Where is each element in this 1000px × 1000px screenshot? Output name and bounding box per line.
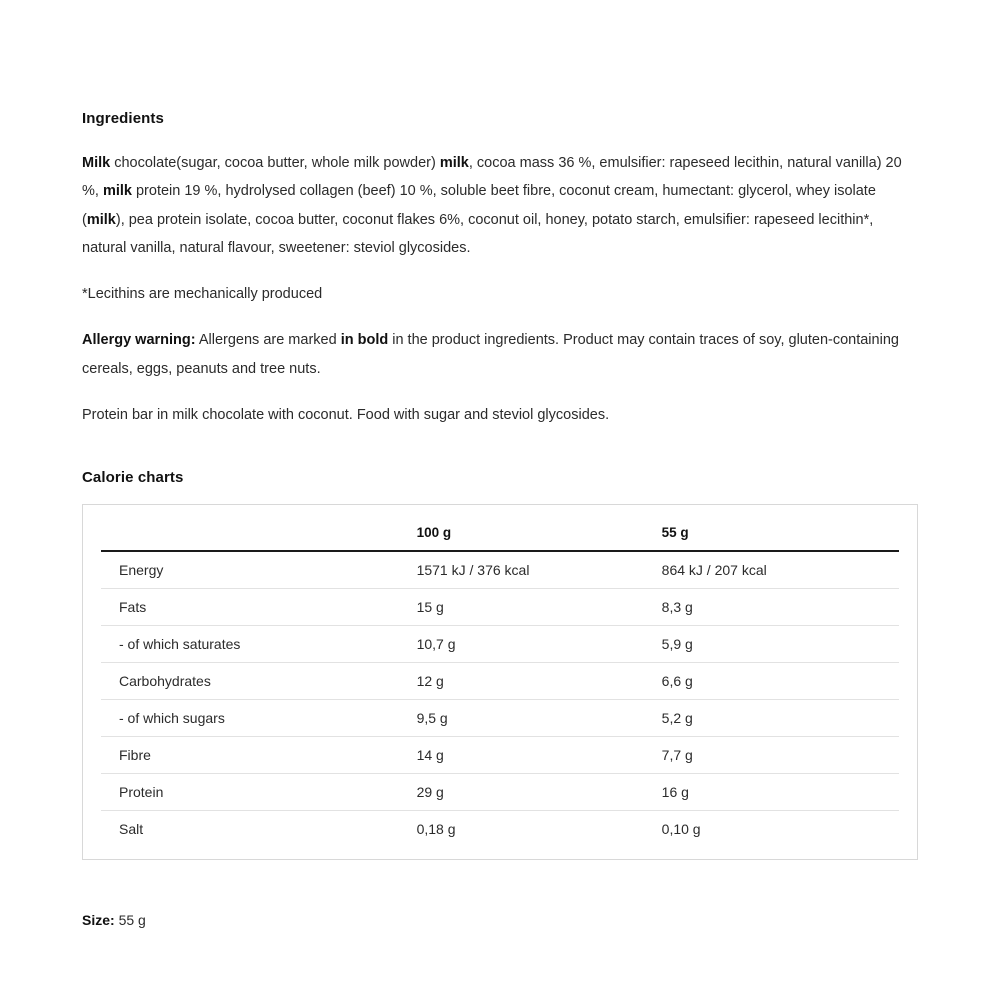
nutrient-label: Fats (101, 589, 417, 626)
nutrient-label: - of which sugars (101, 700, 417, 737)
plain-text: ), pea protein isolate, cocoa butter, coconut flakes 6%, coconut oil, honey, potato starch, emulsifier: rapeseed lecithin*, natural vanilla, natural flavour, sweetener: steviol glycosides. (82, 211, 874, 256)
nutrient-label: Energy (101, 551, 417, 589)
size-value: 55 g (118, 912, 146, 929)
nutrient-value-serving: 6,6 g (662, 663, 899, 700)
nutrient-value-100g: 15 g (417, 589, 662, 626)
emphasis-text: milk (86, 211, 116, 228)
emphasis-text: Milk (82, 155, 111, 171)
lecithin-note: *Lecithins are mechanically produced (82, 286, 323, 303)
nutrient-value-100g: 14 g (417, 737, 662, 774)
ingredients-heading: Ingredients (82, 110, 164, 127)
nutrient-value-100g: 12 g (417, 663, 662, 700)
table-row (101, 589, 899, 626)
table-row (101, 737, 899, 774)
nutrient-label: Carbohydrates (101, 663, 417, 700)
column-header-100g: 100 g (417, 519, 662, 551)
allergy-warning (82, 326, 918, 383)
nutrient-value-100g: 10,7 g (417, 626, 662, 663)
nutrient-value-serving: 5,2 g (662, 700, 899, 737)
table-row (101, 663, 899, 700)
nutrition-table-container (82, 504, 918, 860)
nutrient-value-serving: 7,7 g (662, 737, 899, 774)
nutrient-label: Protein (101, 774, 417, 811)
nutrient-value-serving: 5,9 g (662, 626, 899, 663)
emphasis-text: milk (439, 155, 469, 171)
calorie-charts-heading: Calorie charts (82, 469, 184, 487)
table-row (101, 811, 899, 848)
calorie-charts-section (82, 469, 918, 860)
column-header-serving: 55 g (662, 519, 899, 551)
nutrient-value-serving: 864 kJ / 207 kcal (662, 551, 899, 589)
plain-text: chocolate(sugar, cocoa butter, whole milk powder) (110, 155, 440, 171)
table-row (101, 774, 899, 811)
nutrition-table (101, 519, 899, 847)
table-row (101, 626, 899, 663)
nutrient-value-serving: 0,10 g (661, 821, 701, 838)
ingredients-section (82, 110, 918, 429)
nutrient-value-serving: 16 g (662, 774, 899, 811)
plain-text: , cocoa mass 36 %, emulsifier: rapeseed lecithin, natural vanilla) 20 %, (82, 155, 902, 200)
emphasis-text: Allergy warning: (82, 332, 196, 349)
nutrient-value-100g: 1571 kJ / 376 kcal (417, 551, 662, 589)
nutrient-value-100g: 0,18 g (416, 821, 456, 838)
nutrient-value-100g: 29 g (417, 774, 662, 811)
table-row (101, 700, 899, 737)
column-header-nutrient (101, 519, 417, 551)
nutrient-value-serving: 8,3 g (662, 589, 899, 626)
plain-text: protein 19 %, hydrolysed collagen (beef) 10 %, soluble beet fibre, coconut cream, humectant: glycerol, whey isolate ( (82, 183, 876, 228)
nutrition-table-body (101, 551, 899, 847)
table-header-row (101, 519, 899, 551)
nutrient-label: Salt (119, 821, 144, 838)
ingredients-body (82, 149, 918, 262)
nutrient-value-100g: 9,5 g (417, 700, 662, 737)
plain-text: in the product ingredients. Product may contain traces of soy, gluten-containing cereals, eggs, peanuts and tree nuts. (82, 332, 899, 377)
emphasis-text: milk (102, 183, 132, 200)
nutrient-label: Fibre (101, 737, 417, 774)
nutrient-label: - of which saturates (101, 626, 417, 663)
size-label: Size: (82, 912, 115, 929)
emphasis-text: in bold (340, 332, 389, 349)
table-row (101, 551, 899, 589)
size-line (82, 912, 918, 928)
product-description: Protein bar in milk chocolate with coconut. Food with sugar and steviol glycosides. (82, 406, 610, 423)
plain-text: Allergens are marked (195, 332, 341, 349)
nutrition-table-head (101, 519, 899, 551)
